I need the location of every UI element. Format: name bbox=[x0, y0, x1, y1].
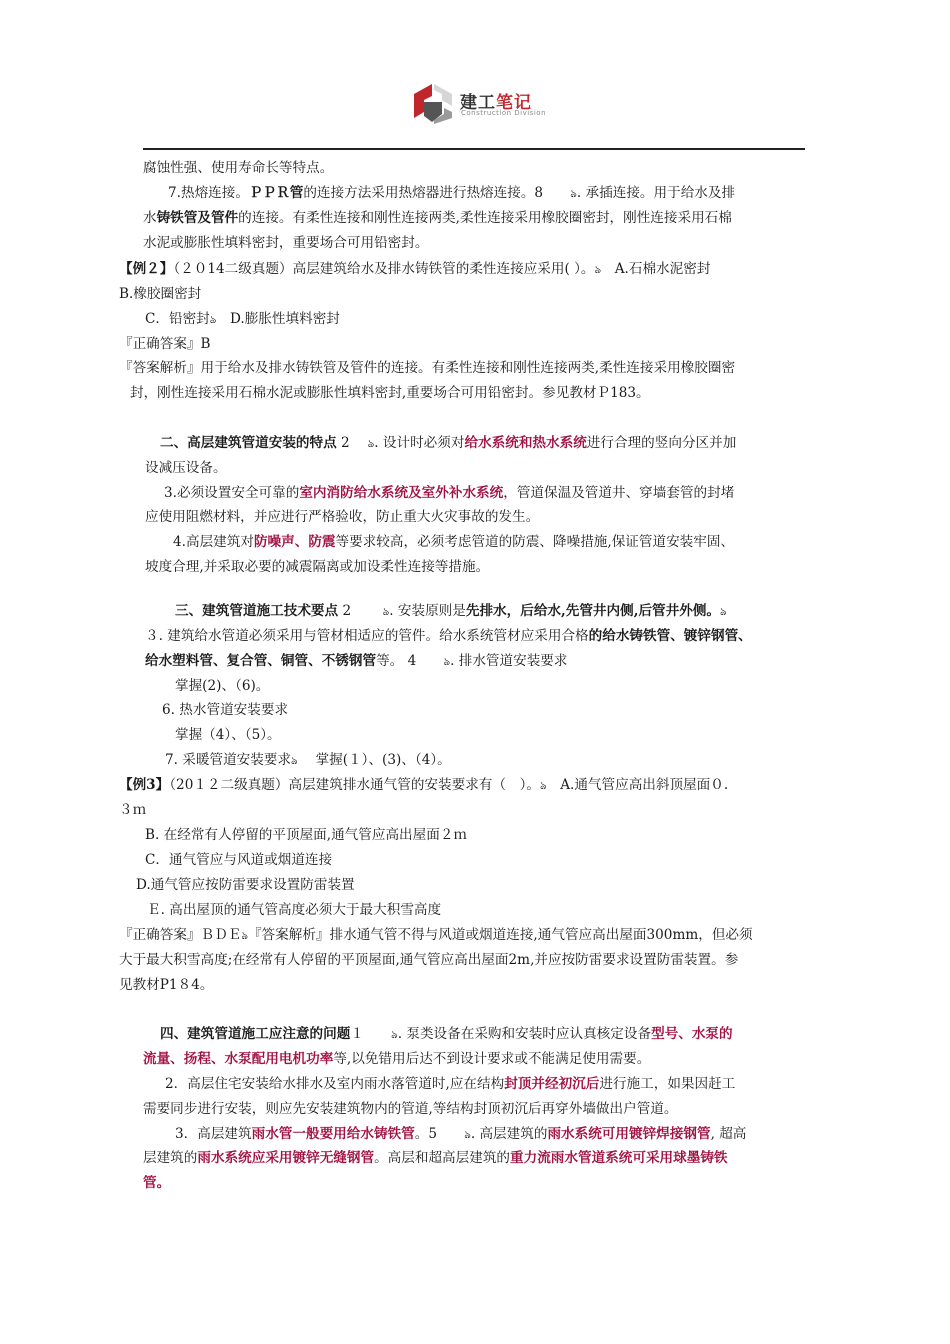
text-line: 水泥或膨胀性填料密封，重要场合可用铅密封。 bbox=[143, 235, 429, 251]
correct-answer: 『正确答案』B bbox=[119, 336, 211, 352]
answer-option: Ｅ. 高出屋顶的通气管高度必须大于最大积雪高度 bbox=[147, 902, 442, 918]
text-line: 水铸铁管及管件的连接。有柔性连接和刚性连接两类,柔性连接采用橡胶圈密封，刚性连接采用石棉 bbox=[143, 210, 732, 226]
answer-explanation: 封，刚性连接采用石棉水泥或膨胀性填料密封,重要场合可用铅密封。参见教材Ｐ183。 bbox=[130, 385, 650, 401]
section-heading: 三、建筑管道施工技术要点 2 ঌ. 安装原则是先排水，后给水,先管井内侧,后管井外侧。ঌ bbox=[175, 603, 727, 619]
text-line: 需要同步进行安装，则应先安装建筑物内的管道,等结构封顶初沉后再穿外墙做出户管道。 bbox=[143, 1101, 678, 1117]
text-line: 应使用阻燃材料，并应进行严格验收，防止重大火灾事故的发生。 bbox=[145, 509, 540, 525]
text-line: 给水塑料管、复合管、铜管、不锈钢管等。 4 ঌ. 排水管道安装要求 bbox=[145, 653, 568, 669]
section-heading: 二、高层建筑管道安装的特点 2 ঌ. 设计时必须对给水系统和热水系统进行合理的竖向分区并加 bbox=[160, 435, 737, 451]
text-line: 7.热熔连接。ＰＰＲ管的连接方法采用热熔器进行热熔连接。8 ঌ. 承插连接。用于给水及排 bbox=[168, 185, 736, 201]
text-line: 腐蚀性强、使用寿命长等特点。 bbox=[143, 160, 334, 176]
text-line: 3.必须设置安全可靠的室内消防给水系统及室外补水系统，管道保温及管道井、穿墙套管的封堵 bbox=[164, 485, 735, 501]
answer-option: B. 在经常有人停留的平顶屋面,通气管应高出屋面２ｍ bbox=[145, 827, 468, 843]
answer-option: D.通气管应按防雷要求设置防雷装置 bbox=[136, 877, 355, 893]
text-line: 2．高层住宅安装给水排水及室内雨水落管道时,应在结构封顶并经初沉后进行施工，如果因赶工 bbox=[165, 1076, 736, 1092]
answer-explanation: 『答案解析』用于给水及排水铸铁管及管件的连接。有柔性连接和刚性连接两类,柔性连接采用橡胶圈密 bbox=[119, 360, 736, 376]
text-line: 流量、扬程、水泵配用电机功率等,以免错用后达不到设计要求或不能满足使用需要。 bbox=[143, 1051, 651, 1067]
logo-name: 建工笔记 bbox=[460, 93, 532, 113]
correct-answer: 『正确答案』ＢＤＥঌ『答案解析』排水通气管不得与风道或烟道连接,通气管应高出屋面300mm，但必须 bbox=[119, 927, 753, 943]
answer-option: C．铅密封ঌ D.膨胀性填料密封 bbox=[145, 311, 340, 327]
text-line: ３ｍ bbox=[119, 802, 147, 818]
text-line: 7. 采暖管道安装要求ঌ 掌握(１）、(3)、（4）。 bbox=[165, 752, 451, 768]
logo-mark-icon bbox=[412, 84, 454, 124]
answer-option: C．通气管应与风道或烟道连接 bbox=[145, 852, 333, 868]
example-heading: 【例２】（２０14二级真题）高层建筑给水及排水铸铁管的柔性连接应采用( ）。ঌ A.石棉水泥密封 bbox=[119, 261, 711, 277]
text-line: 管。 bbox=[143, 1175, 171, 1191]
text-line: 4.高层建筑对防噪声、防震等要求较高，必须考虑管道的防震、降噪措施,保证管道安装牢固、 bbox=[173, 534, 735, 550]
text-line: 掌握(2)、（6)。 bbox=[175, 678, 270, 694]
text-line: 3．高层建筑雨水管一般要用给水铸铁管。5 ঌ. 高层建筑的雨水系统可用镀锌焊接钢管, 超高 bbox=[175, 1126, 747, 1142]
text-line: 设减压设备。 bbox=[145, 460, 227, 476]
text-line: 掌握（4）、（5）。 bbox=[175, 727, 281, 743]
text-line: ３. 建筑给水管道必须采用与管材相适应的管件。给水系统管材应采用合格的给水铸铁管、镀锌钢管、 bbox=[145, 628, 752, 644]
answer-explanation: 见教材P1８4。 bbox=[119, 977, 214, 993]
answer-option: B.橡胶圈密封 bbox=[119, 286, 202, 302]
text-line: 6. 热水管道安装要求 bbox=[162, 702, 289, 718]
logo-tagline: Construction Division bbox=[461, 109, 547, 117]
answer-explanation: 大于最大积雪高度;在经常有人停留的平顶屋面,通气管应高出屋面2m,并应按防雷要求设置防雷装置。参 bbox=[119, 952, 739, 968]
section-heading: 四、建筑管道施工应注意的问题１ ঌ. 泵类设备在采购和安装时应认真核定设备型号、水泵的 bbox=[160, 1026, 733, 1042]
header-divider bbox=[143, 148, 805, 150]
brand-logo bbox=[412, 84, 552, 124]
text-line: 坡度合理,并采取必要的减震隔离或加设柔性连接等措施。 bbox=[145, 559, 490, 575]
example-heading: 【例3】（20１２二级真题）高层建筑排水通气管的安装要求有（ ）。ঌ A.通气管应高出斜顶屋面０. bbox=[119, 777, 729, 793]
text-line: 层建筑的雨水系统应采用镀锌无缝钢管。高层和超高层建筑的重力流雨水管道系统可采用球墨铸铁 bbox=[143, 1150, 728, 1166]
